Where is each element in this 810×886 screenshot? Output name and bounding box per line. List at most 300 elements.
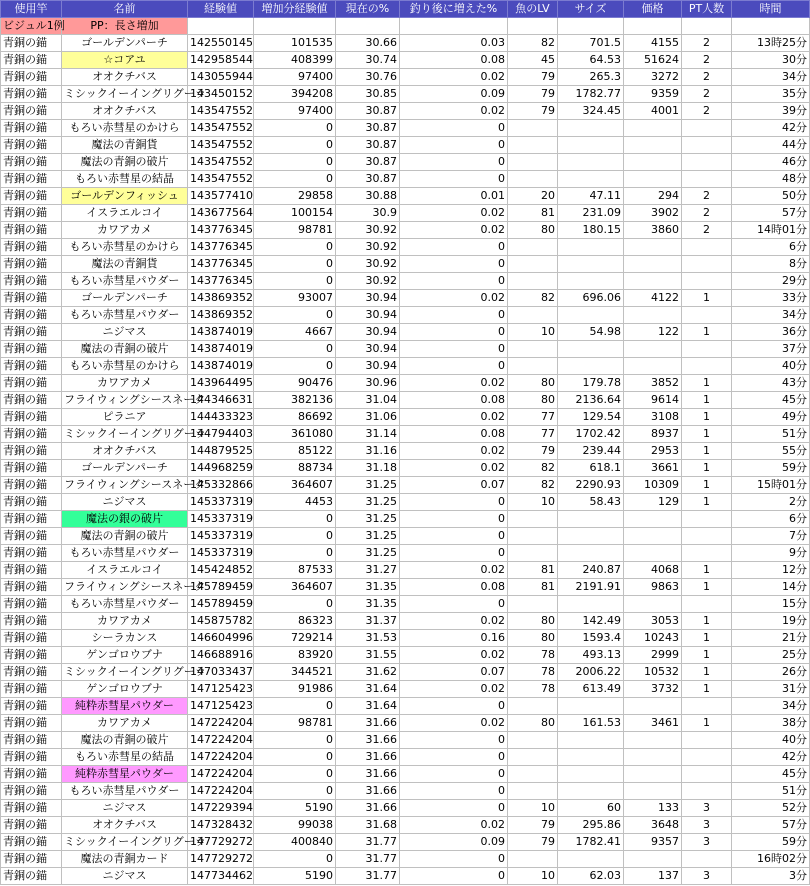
- cell-inc[interactable]: 0.02: [400, 647, 508, 664]
- cell-lv[interactable]: [508, 137, 558, 154]
- cell-pct[interactable]: 30.87: [336, 137, 400, 154]
- cell-inc[interactable]: 0: [400, 749, 508, 766]
- cell-gain[interactable]: 729214: [254, 630, 336, 647]
- cell-inc[interactable]: 0.02: [400, 562, 508, 579]
- cell-name[interactable]: フライウィングシースネーク: [62, 579, 188, 596]
- cell-lv[interactable]: 78: [508, 681, 558, 698]
- cell-inc[interactable]: 0: [400, 171, 508, 188]
- col-header-lv[interactable]: 魚のLV: [508, 1, 558, 18]
- cell-size[interactable]: [558, 137, 624, 154]
- cell-inc[interactable]: 0: [400, 596, 508, 613]
- cell-rod[interactable]: 青銅の錨: [1, 817, 62, 834]
- cell-pct[interactable]: 31.64: [336, 681, 400, 698]
- cell-size[interactable]: 180.15: [558, 222, 624, 239]
- cell-size[interactable]: 701.5: [558, 35, 624, 52]
- cell-gain[interactable]: 97400: [254, 103, 336, 120]
- cell-rod[interactable]: 青銅の錨: [1, 290, 62, 307]
- cell-inc[interactable]: 0: [400, 766, 508, 783]
- cell-exp[interactable]: 147224204: [188, 732, 254, 749]
- cell-name[interactable]: 魔法の青銅の破片: [62, 154, 188, 171]
- cell-exp[interactable]: 143677564: [188, 205, 254, 222]
- cell-inc[interactable]: 0: [400, 120, 508, 137]
- cell-time[interactable]: 44分: [732, 137, 810, 154]
- cell-inc[interactable]: 0.02: [400, 443, 508, 460]
- cell-inc[interactable]: 0.02: [400, 681, 508, 698]
- cell-lv[interactable]: 82: [508, 460, 558, 477]
- cell-exp[interactable]: 145332866: [188, 477, 254, 494]
- cell-lv[interactable]: [508, 698, 558, 715]
- cell-pt[interactable]: [682, 698, 732, 715]
- cell-time[interactable]: 48分: [732, 171, 810, 188]
- cell-rod[interactable]: 青銅の錨: [1, 732, 62, 749]
- cell-rod[interactable]: 青銅の錨: [1, 545, 62, 562]
- cell-exp[interactable]: 142550145: [188, 35, 254, 52]
- cell-price[interactable]: 10532: [624, 664, 682, 681]
- cell-pct[interactable]: 31.77: [336, 851, 400, 868]
- cell-pct[interactable]: 30.87: [336, 171, 400, 188]
- cell-price[interactable]: 9863: [624, 579, 682, 596]
- cell-price[interactable]: 3732: [624, 681, 682, 698]
- cell-price[interactable]: [624, 341, 682, 358]
- cell-price[interactable]: [624, 698, 682, 715]
- cell-inc[interactable]: 0: [400, 358, 508, 375]
- cell-lv[interactable]: 81: [508, 205, 558, 222]
- cell-inc[interactable]: 0: [400, 273, 508, 290]
- cell-exp[interactable]: 145337319: [188, 545, 254, 562]
- cell-rod[interactable]: 青銅の錨: [1, 528, 62, 545]
- cell-rod[interactable]: 青銅の錨: [1, 630, 62, 647]
- cell-exp[interactable]: 143450152: [188, 86, 254, 103]
- cell-size[interactable]: 129.54: [558, 409, 624, 426]
- cell-price[interactable]: [624, 749, 682, 766]
- cell-time[interactable]: 34分: [732, 698, 810, 715]
- cell-gain[interactable]: 4667: [254, 324, 336, 341]
- cell-time[interactable]: 15時01分: [732, 477, 810, 494]
- cell-time[interactable]: 26分: [732, 664, 810, 681]
- cell-rod[interactable]: 青銅の錨: [1, 698, 62, 715]
- cell-name[interactable]: ニジマス: [62, 494, 188, 511]
- cell-inc[interactable]: 0: [400, 511, 508, 528]
- cell-pct[interactable]: 31.35: [336, 579, 400, 596]
- cell-time[interactable]: 14時01分: [732, 222, 810, 239]
- cell-lv[interactable]: 79: [508, 834, 558, 851]
- cell-lv[interactable]: 82: [508, 35, 558, 52]
- cell-price[interactable]: [624, 732, 682, 749]
- cell-inc[interactable]: 0.02: [400, 205, 508, 222]
- cell-pt[interactable]: [682, 766, 732, 783]
- cell-size[interactable]: 2191.91: [558, 579, 624, 596]
- cell-pct[interactable]: 30.94: [336, 307, 400, 324]
- cell-name[interactable]: シーラカンス: [62, 630, 188, 647]
- cell-price[interactable]: 3108: [624, 409, 682, 426]
- cell-gain[interactable]: 0: [254, 596, 336, 613]
- cell-inc[interactable]: 0.08: [400, 392, 508, 409]
- cell-rod[interactable]: 青銅の錨: [1, 664, 62, 681]
- cell-time[interactable]: 50分: [732, 188, 810, 205]
- cell-time[interactable]: 59分: [732, 460, 810, 477]
- cell-time[interactable]: 38分: [732, 715, 810, 732]
- col-header-name[interactable]: 名前: [62, 1, 188, 18]
- cell-name[interactable]: ゲンゴロウブナ: [62, 681, 188, 698]
- cell-size[interactable]: [558, 120, 624, 137]
- cell-gain[interactable]: 86323: [254, 613, 336, 630]
- cell-size[interactable]: 696.06: [558, 290, 624, 307]
- cell-exp[interactable]: 143577410: [188, 188, 254, 205]
- cell-rod[interactable]: 青銅の錨: [1, 613, 62, 630]
- cell-lv[interactable]: 80: [508, 222, 558, 239]
- cell-rod[interactable]: 青銅の錨: [1, 494, 62, 511]
- cell-rod[interactable]: 青銅の錨: [1, 120, 62, 137]
- cell-inc[interactable]: 0.02: [400, 290, 508, 307]
- cell-pct[interactable]: 31.25: [336, 511, 400, 528]
- cell-price[interactable]: 3461: [624, 715, 682, 732]
- cell-time[interactable]: 21分: [732, 630, 810, 647]
- cell-rod[interactable]: 青銅の錨: [1, 52, 62, 69]
- cell-time[interactable]: 51分: [732, 783, 810, 800]
- cell-time[interactable]: 19分: [732, 613, 810, 630]
- cell-rod[interactable]: 青銅の錨: [1, 188, 62, 205]
- cell-pt[interactable]: [682, 239, 732, 256]
- cell-pt[interactable]: [682, 307, 732, 324]
- cell-lv[interactable]: 82: [508, 290, 558, 307]
- cell-exp[interactable]: 147224204: [188, 766, 254, 783]
- col-header-exp[interactable]: 経験値: [188, 1, 254, 18]
- cell-rod[interactable]: 青銅の錨: [1, 477, 62, 494]
- col-header-price[interactable]: 価格: [624, 1, 682, 18]
- cell-time[interactable]: 59分: [732, 834, 810, 851]
- cell-price[interactable]: 51624: [624, 52, 682, 69]
- cell-size[interactable]: [558, 18, 624, 35]
- cell-exp[interactable]: 143547552: [188, 154, 254, 171]
- cell-size[interactable]: [558, 511, 624, 528]
- cell-name[interactable]: もろい赤彗星のかけら: [62, 120, 188, 137]
- cell-time[interactable]: 40分: [732, 732, 810, 749]
- cell-price[interactable]: 10243: [624, 630, 682, 647]
- cell-name[interactable]: ミシックイーイングリグーラ: [62, 426, 188, 443]
- cell-price[interactable]: 3648: [624, 817, 682, 834]
- cell-size[interactable]: 62.03: [558, 868, 624, 885]
- cell-exp[interactable]: 147328432: [188, 817, 254, 834]
- cell-inc[interactable]: 0: [400, 545, 508, 562]
- cell-pt[interactable]: 1: [682, 647, 732, 664]
- cell-time[interactable]: 30分: [732, 52, 810, 69]
- cell-time[interactable]: 14分: [732, 579, 810, 596]
- cell-price[interactable]: 2999: [624, 647, 682, 664]
- cell-gain[interactable]: 0: [254, 358, 336, 375]
- cell-pct[interactable]: 30.94: [336, 358, 400, 375]
- cell-pt[interactable]: [682, 120, 732, 137]
- cell-rod[interactable]: 青銅の錨: [1, 409, 62, 426]
- cell-gain[interactable]: 0: [254, 698, 336, 715]
- cell-pct[interactable]: 30.88: [336, 188, 400, 205]
- cell-pct[interactable]: 30.96: [336, 375, 400, 392]
- cell-pt[interactable]: 1: [682, 409, 732, 426]
- cell-price[interactable]: [624, 783, 682, 800]
- cell-pt[interactable]: 1: [682, 443, 732, 460]
- cell-name[interactable]: オオクチバス: [62, 817, 188, 834]
- cell-name[interactable]: ニジマス: [62, 868, 188, 885]
- cell-pt[interactable]: 1: [682, 290, 732, 307]
- cell-exp[interactable]: 145789459: [188, 596, 254, 613]
- cell-price[interactable]: [624, 18, 682, 35]
- cell-pt[interactable]: 2: [682, 35, 732, 52]
- cell-price[interactable]: 10309: [624, 477, 682, 494]
- cell-inc[interactable]: 0.02: [400, 375, 508, 392]
- cell-name[interactable]: ゴールデンパーチ: [62, 35, 188, 52]
- cell-rod[interactable]: 青銅の錨: [1, 86, 62, 103]
- cell-name[interactable]: 魔法の青銅貨: [62, 256, 188, 273]
- cell-pct[interactable]: 30.85: [336, 86, 400, 103]
- cell-name[interactable]: ミシックイーイングリグーラ: [62, 834, 188, 851]
- cell-pct[interactable]: 31.04: [336, 392, 400, 409]
- cell-gain[interactable]: 344521: [254, 664, 336, 681]
- cell-name[interactable]: カワアカメ: [62, 375, 188, 392]
- cell-price[interactable]: [624, 851, 682, 868]
- cell-pt[interactable]: 3: [682, 834, 732, 851]
- cell-size[interactable]: [558, 256, 624, 273]
- cell-pct[interactable]: 31.55: [336, 647, 400, 664]
- cell-name[interactable]: ミシックイーイングリグーラ: [62, 664, 188, 681]
- cell-rod[interactable]: ビジュル1例: [1, 18, 62, 35]
- cell-size[interactable]: 324.45: [558, 103, 624, 120]
- cell-pt[interactable]: [682, 171, 732, 188]
- cell-lv[interactable]: [508, 528, 558, 545]
- cell-pt[interactable]: [682, 256, 732, 273]
- cell-price[interactable]: 3902: [624, 205, 682, 222]
- cell-pct[interactable]: 31.66: [336, 749, 400, 766]
- cell-name[interactable]: 純粋赤彗星パウダー: [62, 766, 188, 783]
- cell-price[interactable]: 3852: [624, 375, 682, 392]
- cell-pt[interactable]: 1: [682, 681, 732, 698]
- cell-pct[interactable]: 30.94: [336, 290, 400, 307]
- cell-exp[interactable]: 143547552: [188, 120, 254, 137]
- cell-lv[interactable]: 10: [508, 868, 558, 885]
- cell-size[interactable]: [558, 528, 624, 545]
- cell-name[interactable]: もろい赤彗星のかけら: [62, 358, 188, 375]
- cell-pt[interactable]: 1: [682, 579, 732, 596]
- cell-inc[interactable]: 0.16: [400, 630, 508, 647]
- cell-lv[interactable]: [508, 851, 558, 868]
- cell-pct[interactable]: 31.06: [336, 409, 400, 426]
- cell-name[interactable]: 魔法の青銅貨: [62, 137, 188, 154]
- cell-pct[interactable]: 30.92: [336, 239, 400, 256]
- cell-rod[interactable]: 青銅の錨: [1, 834, 62, 851]
- cell-lv[interactable]: [508, 307, 558, 324]
- cell-lv[interactable]: 80: [508, 613, 558, 630]
- cell-inc[interactable]: 0.02: [400, 222, 508, 239]
- cell-price[interactable]: 4155: [624, 35, 682, 52]
- cell-rod[interactable]: 青銅の錨: [1, 307, 62, 324]
- cell-time[interactable]: 31分: [732, 681, 810, 698]
- cell-exp[interactable]: 143547552: [188, 103, 254, 120]
- cell-name[interactable]: もろい赤彗星の結晶: [62, 749, 188, 766]
- cell-pt[interactable]: [682, 511, 732, 528]
- cell-gain[interactable]: 87533: [254, 562, 336, 579]
- cell-pct[interactable]: 31.66: [336, 783, 400, 800]
- cell-gain[interactable]: 97400: [254, 69, 336, 86]
- cell-name[interactable]: イスラエルコイ: [62, 205, 188, 222]
- cell-lv[interactable]: 10: [508, 494, 558, 511]
- cell-inc[interactable]: 0: [400, 341, 508, 358]
- cell-exp[interactable]: 145789459: [188, 579, 254, 596]
- cell-name[interactable]: もろい赤彗星パウダー: [62, 545, 188, 562]
- cell-time[interactable]: 34分: [732, 307, 810, 324]
- cell-time[interactable]: 52分: [732, 800, 810, 817]
- cell-pct[interactable]: 30.92: [336, 256, 400, 273]
- cell-pct[interactable]: 31.77: [336, 868, 400, 885]
- cell-lv[interactable]: 78: [508, 647, 558, 664]
- cell-lv[interactable]: [508, 766, 558, 783]
- cell-lv[interactable]: 10: [508, 324, 558, 341]
- cell-rod[interactable]: 青銅の錨: [1, 596, 62, 613]
- cell-time[interactable]: 57分: [732, 205, 810, 222]
- cell-pct[interactable]: 30.9: [336, 205, 400, 222]
- cell-gain[interactable]: 0: [254, 341, 336, 358]
- cell-size[interactable]: 142.49: [558, 613, 624, 630]
- cell-inc[interactable]: 0: [400, 800, 508, 817]
- cell-inc[interactable]: 0: [400, 256, 508, 273]
- cell-exp[interactable]: 144433323: [188, 409, 254, 426]
- cell-pct[interactable]: 31.14: [336, 426, 400, 443]
- cell-gain[interactable]: 0: [254, 120, 336, 137]
- cell-lv[interactable]: 79: [508, 817, 558, 834]
- cell-time[interactable]: 57分: [732, 817, 810, 834]
- cell-exp[interactable]: 147734462: [188, 868, 254, 885]
- cell-time[interactable]: 33分: [732, 290, 810, 307]
- cell-name[interactable]: フライウィングシースネーク: [62, 477, 188, 494]
- cell-size[interactable]: 1702.42: [558, 426, 624, 443]
- cell-exp[interactable]: 147224204: [188, 715, 254, 732]
- cell-rod[interactable]: 青銅の錨: [1, 460, 62, 477]
- cell-lv[interactable]: 45: [508, 52, 558, 69]
- cell-pt[interactable]: 3: [682, 868, 732, 885]
- cell-pt[interactable]: 1: [682, 613, 732, 630]
- cell-exp[interactable]: [188, 18, 254, 35]
- cell-size[interactable]: 618.1: [558, 460, 624, 477]
- cell-exp[interactable]: 144968259: [188, 460, 254, 477]
- cell-lv[interactable]: [508, 256, 558, 273]
- cell-exp[interactable]: 143869352: [188, 307, 254, 324]
- cell-size[interactable]: [558, 766, 624, 783]
- cell-pt[interactable]: 2: [682, 188, 732, 205]
- col-header-size[interactable]: サイズ: [558, 1, 624, 18]
- cell-price[interactable]: 8937: [624, 426, 682, 443]
- cell-pt[interactable]: [682, 783, 732, 800]
- cell-pt[interactable]: [682, 273, 732, 290]
- cell-gain[interactable]: 5190: [254, 800, 336, 817]
- cell-inc[interactable]: 0.02: [400, 613, 508, 630]
- col-header-pct[interactable]: 現在の%: [336, 1, 400, 18]
- cell-exp[interactable]: 145337319: [188, 494, 254, 511]
- cell-name[interactable]: ゴールデンパーチ: [62, 460, 188, 477]
- cell-exp[interactable]: 143776345: [188, 239, 254, 256]
- cell-time[interactable]: 35分: [732, 86, 810, 103]
- cell-pct[interactable]: 31.16: [336, 443, 400, 460]
- cell-time[interactable]: 29分: [732, 273, 810, 290]
- cell-pt[interactable]: [682, 528, 732, 545]
- cell-pt[interactable]: [682, 341, 732, 358]
- cell-inc[interactable]: 0.01: [400, 188, 508, 205]
- cell-exp[interactable]: 147125423: [188, 698, 254, 715]
- cell-gain[interactable]: 101535: [254, 35, 336, 52]
- cell-name[interactable]: 純粋赤彗星パウダー: [62, 698, 188, 715]
- cell-pt[interactable]: 2: [682, 205, 732, 222]
- cell-rod[interactable]: 青銅の錨: [1, 239, 62, 256]
- cell-lv[interactable]: [508, 511, 558, 528]
- cell-size[interactable]: 295.86: [558, 817, 624, 834]
- cell-price[interactable]: 3860: [624, 222, 682, 239]
- cell-gain[interactable]: 85122: [254, 443, 336, 460]
- cell-size[interactable]: [558, 596, 624, 613]
- cell-exp[interactable]: 147033437: [188, 664, 254, 681]
- cell-price[interactable]: 9359: [624, 86, 682, 103]
- cell-pct[interactable]: 31.66: [336, 800, 400, 817]
- cell-gain[interactable]: 93007: [254, 290, 336, 307]
- cell-size[interactable]: 1593.4: [558, 630, 624, 647]
- cell-inc[interactable]: 0: [400, 239, 508, 256]
- cell-pt[interactable]: 1: [682, 494, 732, 511]
- cell-name[interactable]: カワアカメ: [62, 613, 188, 630]
- cell-pct[interactable]: 30.74: [336, 52, 400, 69]
- cell-exp[interactable]: 144794403: [188, 426, 254, 443]
- cell-lv[interactable]: 79: [508, 103, 558, 120]
- cell-size[interactable]: [558, 358, 624, 375]
- cell-price[interactable]: 2953: [624, 443, 682, 460]
- cell-pct[interactable]: 31.37: [336, 613, 400, 630]
- cell-inc[interactable]: 0.07: [400, 664, 508, 681]
- cell-size[interactable]: 239.44: [558, 443, 624, 460]
- cell-lv[interactable]: 80: [508, 375, 558, 392]
- cell-price[interactable]: 129: [624, 494, 682, 511]
- cell-gain[interactable]: 382136: [254, 392, 336, 409]
- cell-price[interactable]: [624, 766, 682, 783]
- cell-price[interactable]: [624, 596, 682, 613]
- cell-size[interactable]: 1782.77: [558, 86, 624, 103]
- cell-price[interactable]: [624, 307, 682, 324]
- cell-exp[interactable]: 147729272: [188, 851, 254, 868]
- cell-pct[interactable]: 30.87: [336, 120, 400, 137]
- cell-rod[interactable]: 青銅の錨: [1, 715, 62, 732]
- cell-rod[interactable]: 青銅の錨: [1, 171, 62, 188]
- cell-rod[interactable]: 青銅の錨: [1, 154, 62, 171]
- cell-price[interactable]: 3661: [624, 460, 682, 477]
- cell-price[interactable]: [624, 137, 682, 154]
- cell-price[interactable]: [624, 511, 682, 528]
- cell-gain[interactable]: 0: [254, 783, 336, 800]
- cell-gain[interactable]: [254, 18, 336, 35]
- cell-rod[interactable]: 青銅の錨: [1, 358, 62, 375]
- cell-rod[interactable]: 青銅の錨: [1, 273, 62, 290]
- cell-price[interactable]: [624, 154, 682, 171]
- cell-inc[interactable]: 0: [400, 137, 508, 154]
- cell-inc[interactable]: 0.09: [400, 86, 508, 103]
- cell-inc[interactable]: 0.02: [400, 460, 508, 477]
- cell-pt[interactable]: [682, 851, 732, 868]
- cell-pt[interactable]: [682, 137, 732, 154]
- cell-pt[interactable]: [682, 749, 732, 766]
- cell-time[interactable]: 36分: [732, 324, 810, 341]
- cell-gain[interactable]: 0: [254, 239, 336, 256]
- cell-name[interactable]: ミシックイーイングリグーラ: [62, 86, 188, 103]
- cell-lv[interactable]: [508, 273, 558, 290]
- cell-exp[interactable]: 143874019: [188, 341, 254, 358]
- cell-time[interactable]: 12分: [732, 562, 810, 579]
- cell-inc[interactable]: 0.02: [400, 409, 508, 426]
- cell-time[interactable]: 51分: [732, 426, 810, 443]
- cell-name[interactable]: 魔法の青銅の破片: [62, 732, 188, 749]
- cell-gain[interactable]: 91986: [254, 681, 336, 698]
- cell-pct[interactable]: 31.25: [336, 494, 400, 511]
